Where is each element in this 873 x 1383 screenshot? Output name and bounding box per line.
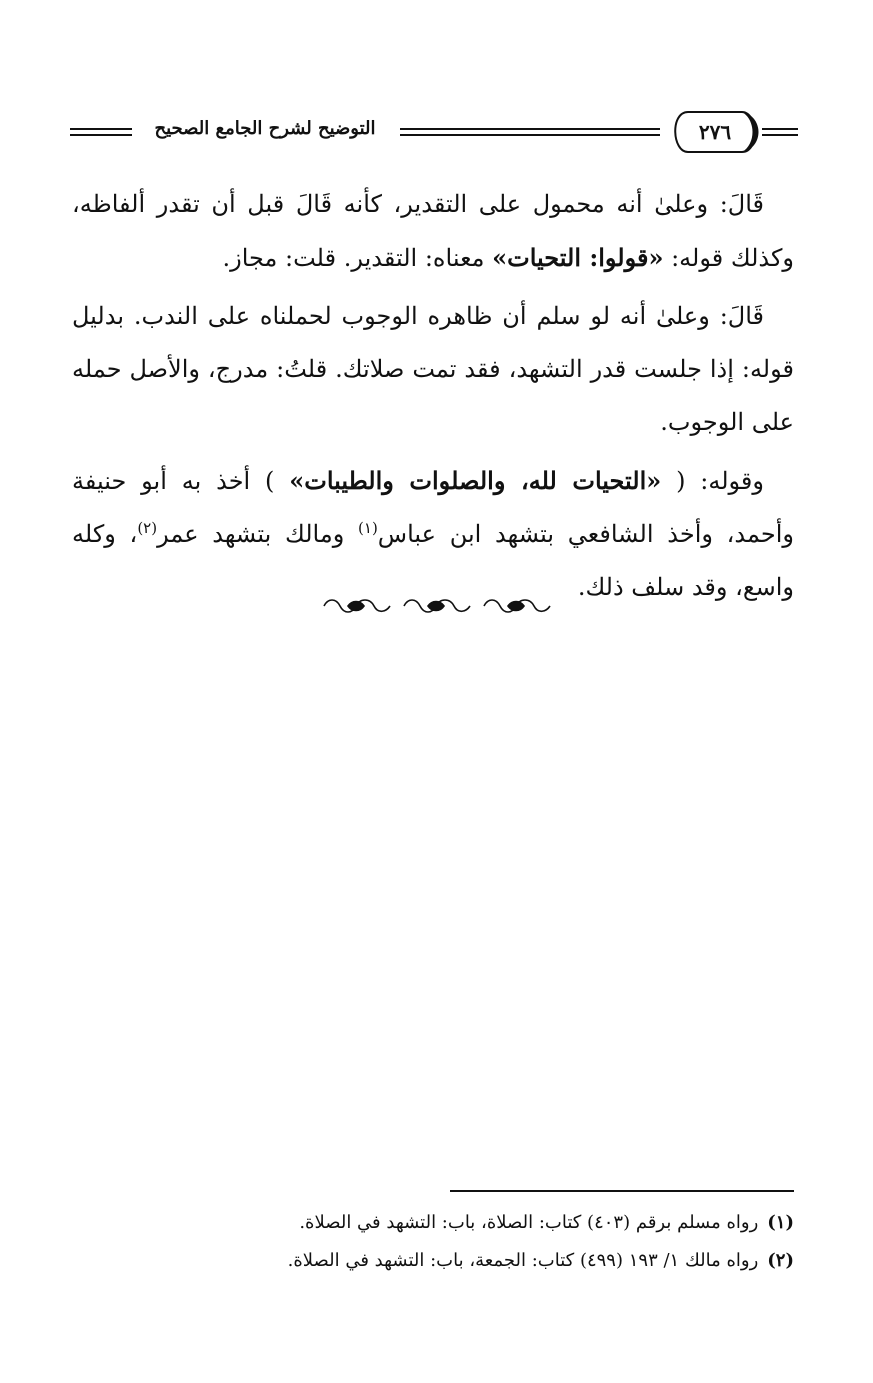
paragraph <box>72 178 794 285</box>
section-end-ornament <box>318 594 554 618</box>
header-rule <box>762 134 798 136</box>
header-rule <box>762 128 798 130</box>
footnote-ref[interactable]: (١) <box>358 519 378 537</box>
footnotes <box>140 1204 794 1280</box>
main-text <box>72 178 794 614</box>
header-rule <box>70 134 132 136</box>
paragraph: قَالَ: وعلىٰ أنه لو سلم أن ظاهره الوجوب لحملناه على الندب. بدليل قوله: إذا جلست قدر التشهد، فقد تمت صلاتك. قلتُ: مدرج، والأصل حمله على الوجوب. <box>72 302 794 436</box>
quoted-text: «قولوا: التحيات» <box>492 243 664 272</box>
header-rule <box>400 128 660 130</box>
footnote-ref[interactable]: (٢) <box>137 519 158 537</box>
text-run: قَالَ: وعلىٰ أنه محمول على التقدير، كأنه قَالَ قبل أن تقدر ألفاظه، وكذلك قوله: <box>72 190 794 272</box>
footnote-separator <box>450 1190 794 1192</box>
footnote <box>140 1204 794 1242</box>
text-run: ومالك بتشهد عمر <box>157 520 359 548</box>
text-run: معناه: التقدير. قلت: مجاز. <box>222 244 493 272</box>
footnote-number: (٢) <box>767 1250 794 1271</box>
running-title: التوضيح لشرح الجامع الصحيح <box>154 118 376 139</box>
text-run: وقوله: ( <box>661 467 764 495</box>
text-run: ، وكله واسع، وقد سلف ذلك. <box>72 520 794 601</box>
text-run: ) أخذ به أبو حنيفة وأحمد، وأخذ الشافعي بتشهد ابن عباس <box>72 467 794 548</box>
quoted-text: «التحيات لله، والصلوات والطيبات» <box>289 466 662 495</box>
page-number: ٢٧٦ <box>698 120 732 144</box>
header-rule <box>70 128 132 130</box>
running-header <box>70 108 798 160</box>
page-number-frame <box>666 108 764 156</box>
footnote-number: (١) <box>767 1212 794 1233</box>
header-rule <box>400 134 660 136</box>
footnote <box>140 1242 794 1280</box>
paragraph <box>72 454 794 614</box>
footnote-text: رواه مالك ١/ ١٩٣ (٤٩٩) كتاب: الجمعة، باب: التشهد في الصلاة. <box>287 1250 759 1271</box>
footnote-text: رواه مسلم برقم (٤٠٣) كتاب: الصلاة، باب: التشهد في الصلاة. <box>299 1212 759 1233</box>
